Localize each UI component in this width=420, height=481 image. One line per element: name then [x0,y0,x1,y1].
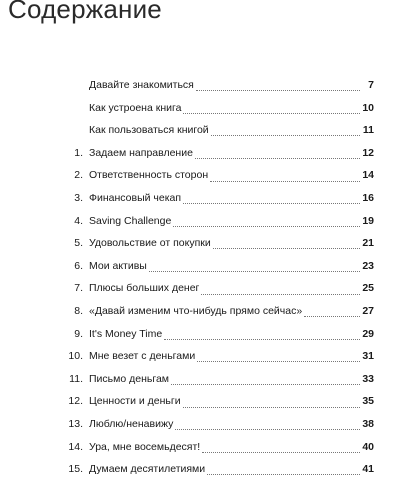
dot-leader [183,406,360,408]
entry-page: 12 [362,146,374,159]
entry-page: 40 [362,440,374,453]
entry-page: 11 [362,124,374,137]
dot-leader [183,202,360,204]
entry-title: Задаем направление [89,146,193,159]
entry-number: 12. [68,395,83,408]
entry-title: «Давай изменим что-нибудь прямо сейчас» [89,304,303,317]
toc-entry-11[interactable] [0,368,420,391]
dot-leader [211,134,360,136]
entry-page: 25 [362,282,374,295]
dot-leader [183,112,360,114]
toc-entry-5[interactable] [0,232,420,255]
entry-page: 35 [362,395,374,408]
entry-title: Плюсы больших денег [89,282,200,295]
entry-page: 21 [362,237,374,250]
entry-page: 38 [362,417,374,430]
entry-title: Как устроена книга [89,101,182,114]
entry-page: 29 [362,327,374,340]
entry-title: Ценности и деньги [89,395,181,408]
entry-title: Финансовый чекап [89,191,182,204]
entry-page: 41 [362,463,374,476]
dot-leader [164,338,360,340]
entry-title: Думаем десятилетиями [89,463,206,476]
entry-page: 7 [368,79,374,91]
toc-entry-12[interactable] [0,390,420,413]
toc-entry-intro-1[interactable] [0,74,420,97]
entry-number: 6. [74,259,83,272]
entry-page: 14 [362,169,374,182]
toc-entry-intro-3[interactable] [0,119,420,142]
page-title: Содержание [8,0,162,24]
dot-leader [213,247,360,249]
entry-title: Люблю/ненавижу [89,417,174,430]
toc-entry-7[interactable] [0,277,420,300]
entry-number: 2. [74,169,83,182]
entry-number: 15. [68,463,83,476]
entry-number: 4. [74,214,83,227]
entry-number: 10. [68,350,83,363]
entry-title: Ответственность сторон [89,169,209,182]
dot-leader [207,473,360,475]
toc-entry-8[interactable] [0,300,420,323]
dot-leader [201,293,360,295]
entry-number: 11. [69,372,83,385]
toc-entry-1[interactable] [0,142,420,165]
entry-number: 7. [74,282,83,295]
toc-entry-9[interactable] [0,323,420,346]
dot-leader [202,451,360,453]
dot-leader [196,89,360,91]
toc-entry-2[interactable] [0,164,420,187]
entry-number: 1. [74,146,83,159]
entry-number: 14. [68,440,83,453]
entry-page: 27 [362,304,374,317]
entry-title: Письмо деньгам [89,372,170,385]
entry-title: It's Money Time [89,327,163,340]
toc-entry-4[interactable] [0,210,420,233]
dot-leader [175,428,360,430]
entry-page: 19 [362,214,374,227]
entry-number: 8. [74,304,83,317]
dot-leader [149,270,360,272]
dot-leader [171,383,360,385]
entry-number: 5. [74,237,83,250]
entry-number: 9. [74,327,83,340]
entry-page: 33 [362,372,374,385]
toc-entry-6[interactable] [0,255,420,278]
toc-entry-15[interactable] [0,458,420,481]
entry-title: Мне везет с деньгами [89,350,196,363]
entry-title: Ура, мне восемьдесят! [89,440,201,453]
dot-leader [197,360,360,362]
entry-title: Удовольствие от покупки [89,237,211,250]
entry-page: 23 [362,259,374,272]
entry-number: 13. [68,417,83,430]
toc-entry-14[interactable] [0,436,420,459]
entry-title: Давайте знакомиться [89,79,194,91]
toc-entry-13[interactable] [0,413,420,436]
entry-page: 31 [362,350,374,363]
dot-leader [304,315,360,317]
entry-title: Как пользоваться книгой [89,124,209,137]
toc-entry-10[interactable] [0,345,420,368]
toc-entry-3[interactable] [0,187,420,210]
dot-leader [195,157,360,159]
entry-number: 3. [74,191,83,204]
entry-page: 10 [362,101,374,114]
dot-leader [173,225,360,227]
entry-title: Saving Challenge [89,214,172,227]
toc-entry-intro-2[interactable] [0,97,420,120]
dot-leader [210,180,360,182]
entry-page: 16 [362,191,374,204]
entry-title: Мои активы [89,259,147,272]
